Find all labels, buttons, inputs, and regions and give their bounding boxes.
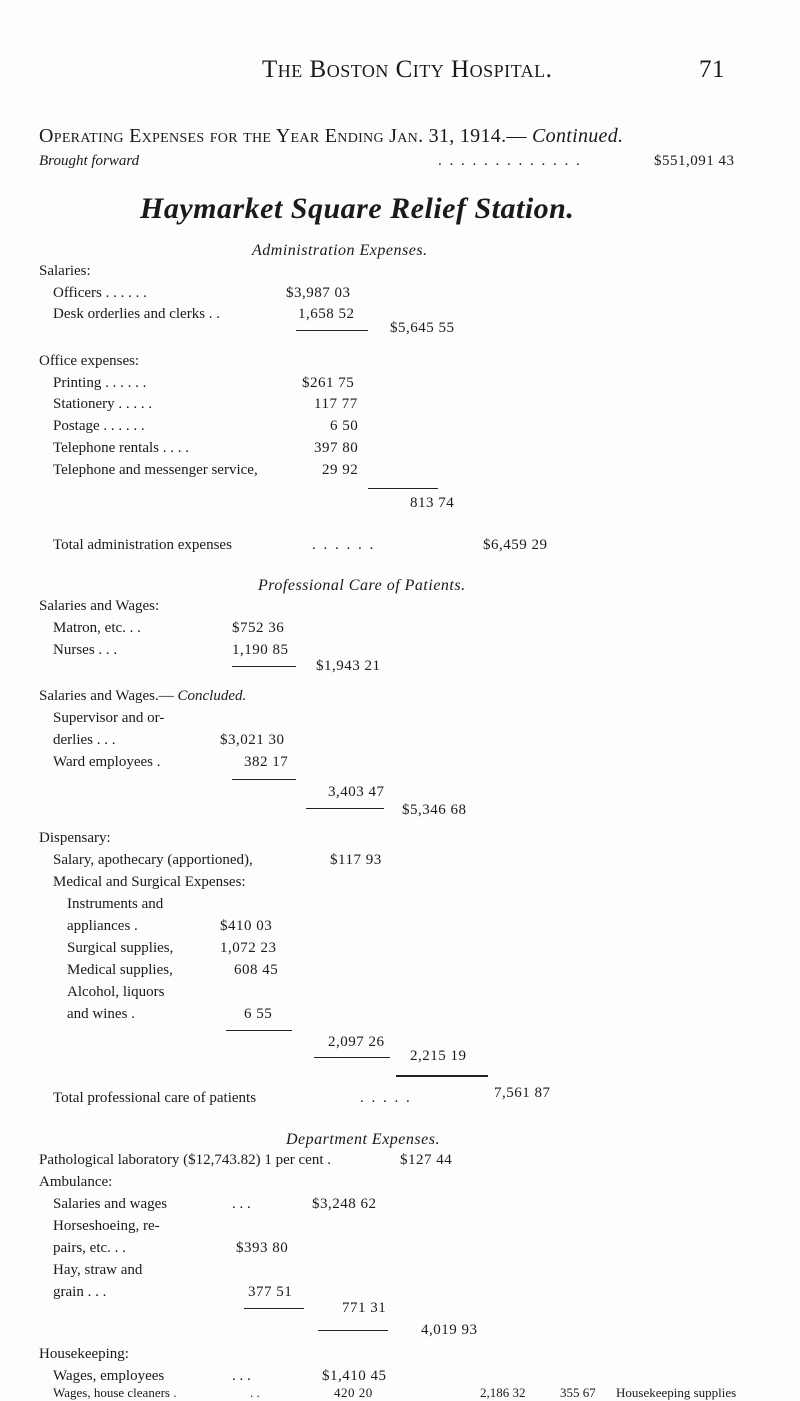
admin-total-dots: . . . . . . (312, 537, 376, 553)
nurses-amount: 1,190 85 (232, 642, 289, 658)
postage-label: Postage . . . . . . (53, 418, 145, 434)
professional-total-amount: 7,561 87 (494, 1085, 551, 1101)
wages-cleaners-label: Wages, house cleaners . (53, 1385, 177, 1400)
supplies-label: Housekeeping supplies (616, 1385, 737, 1400)
horse-total: 771 31 (342, 1300, 387, 1316)
admin-salaries-total: $5,645 55 (390, 320, 455, 336)
telephone-label: Telephone rentals . . . . (53, 440, 189, 456)
medsurg-total: 2,097 26 (328, 1034, 385, 1050)
printing-label: Printing . . . . . . (53, 375, 147, 391)
wages-cleaners-amount: 420 20 (334, 1385, 373, 1400)
medical-amount: 608 45 (234, 962, 279, 978)
desk-label: Desk orderlies and clerks . . (53, 306, 221, 322)
salaries-grand-total: $5,346 68 (402, 802, 467, 818)
alcohol-label: and wines . (67, 1006, 135, 1022)
stationery-label: Stationery . . . . . (53, 396, 153, 412)
supplies-amount: 355 67 (560, 1385, 596, 1400)
admin-total-label: Total administration expenses (53, 537, 232, 553)
supervisor-line1: Supervisor and or- (53, 710, 165, 726)
rule (306, 808, 384, 809)
report-title-continued: Continued. (532, 125, 624, 147)
rule (232, 666, 296, 667)
telephone-amount: 397 80 (314, 440, 359, 456)
housekeeping-total: 2,186 32 (480, 1385, 526, 1400)
department-heading: Department Expenses. (286, 1131, 440, 1148)
messenger-amount: 29 92 (322, 462, 359, 478)
housekeeping-label: Housekeeping: (39, 1346, 129, 1362)
rule (232, 779, 296, 780)
rule (318, 1330, 388, 1331)
rule (226, 1030, 292, 1031)
double-rule (396, 1075, 488, 1077)
officers-amount: $3,987 03 (286, 285, 351, 301)
report-title-main: Operating Expenses for the Year Ending Jan. 31, 1914.— (39, 125, 527, 147)
sw-total: $1,943 21 (316, 658, 381, 674)
printing-amount: $261 75 (302, 375, 355, 391)
office-total: 813 74 (410, 495, 455, 511)
horseshoeing-line1: Horseshoeing, re- (53, 1218, 160, 1234)
matron-amount: $752 36 (232, 620, 285, 636)
sw-concluded (39, 688, 246, 705)
admin-salaries-label: Salaries: (39, 263, 91, 279)
office-expenses-label: Office expenses: (39, 353, 140, 369)
officers-label: Officers . . . . . . (53, 285, 147, 301)
page-number: 71 (699, 56, 725, 83)
apothecary-amount: $117 93 (330, 852, 382, 868)
wages-emp-label: Wages, employees (53, 1368, 165, 1384)
instruments-line1: Instruments and (67, 896, 164, 912)
instruments-label: appliances . (67, 918, 138, 934)
admin-heading: Administration Expenses. (252, 242, 428, 259)
medical-label: Medical supplies, (67, 962, 173, 978)
desk-amount: 1,658 52 (298, 306, 355, 322)
professional-heading: Professional Care of Patients. (258, 577, 466, 594)
running-head-title: The Boston City Hospital. (262, 56, 553, 83)
hay-line1: Hay, straw and (53, 1262, 143, 1278)
sw-label: Salaries and Wages: (39, 598, 160, 614)
stationery-amount: 117 77 (314, 396, 358, 412)
hay-label: grain . . . (53, 1284, 107, 1300)
instruments-amount: $410 03 (220, 918, 273, 934)
running-head (262, 56, 552, 84)
ambulance-total: 4,019 93 (421, 1322, 478, 1338)
report-title (39, 125, 623, 148)
ambulance-label: Ambulance: (39, 1174, 113, 1190)
sw-concluded-label: Salaries and Wages.— (39, 688, 174, 704)
nurses-label: Nurses . . . (53, 642, 118, 658)
wages-emp-dots: . . . (232, 1368, 251, 1384)
amb-salaries-amount: $3,248 62 (312, 1196, 377, 1212)
brought-forward-amount: $551,091 43 (654, 153, 735, 169)
professional-total-label: Total professional care of patients (53, 1090, 257, 1106)
apothecary-label: Salary, apothecary (apportioned), (53, 852, 253, 868)
alcohol-amount: 6 55 (244, 1006, 273, 1022)
rule (314, 1057, 390, 1058)
ward-label: Ward employees . (53, 754, 161, 770)
sw2-total: 3,403 47 (328, 784, 385, 800)
alcohol-line1: Alcohol, liquors (67, 984, 165, 1000)
matron-label: Matron, etc. . . (53, 620, 141, 636)
surgical-amount: 1,072 23 (220, 940, 277, 956)
surgical-label: Surgical supplies, (67, 940, 174, 956)
horseshoeing-label: pairs, etc. . . (53, 1240, 126, 1256)
dispensary-label: Dispensary: (39, 830, 111, 846)
brought-forward-dots: . . . . . . . . . . . . . (438, 153, 582, 169)
supervisor-amount: $3,021 30 (220, 732, 285, 748)
supervisor-label: derlies . . . (53, 732, 116, 748)
wages-cleaners-dots: . . (250, 1385, 260, 1400)
wages-emp-amount: $1,410 45 (322, 1368, 387, 1384)
horseshoeing-amount: $393 80 (236, 1240, 289, 1256)
medsurg-label: Medical and Surgical Expenses: (53, 874, 246, 890)
rule (296, 330, 368, 331)
dispensary-total: 2,215 19 (410, 1048, 467, 1064)
station-title: Haymarket Square Relief Station. (140, 192, 575, 225)
rule (368, 488, 438, 489)
admin-total-amount: $6,459 29 (483, 537, 548, 553)
postage-amount: 6 50 (330, 418, 359, 434)
sw-concluded-note: Concluded. (177, 688, 247, 704)
professional-total-dots: . . . . . (360, 1090, 412, 1106)
brought-forward-label: Brought forward (39, 153, 140, 169)
hay-amount: 377 51 (248, 1284, 293, 1300)
pathology-label: Pathological laboratory ($12,743.82) 1 per cent . (39, 1152, 332, 1168)
ward-amount: 382 17 (244, 754, 289, 770)
pathology-amount: $127 44 (400, 1152, 453, 1168)
messenger-label: Telephone and messenger service, (53, 462, 258, 478)
amb-salaries-dots: . . . (232, 1196, 251, 1212)
rule (244, 1308, 304, 1309)
amb-salaries-label: Salaries and wages (53, 1196, 168, 1212)
